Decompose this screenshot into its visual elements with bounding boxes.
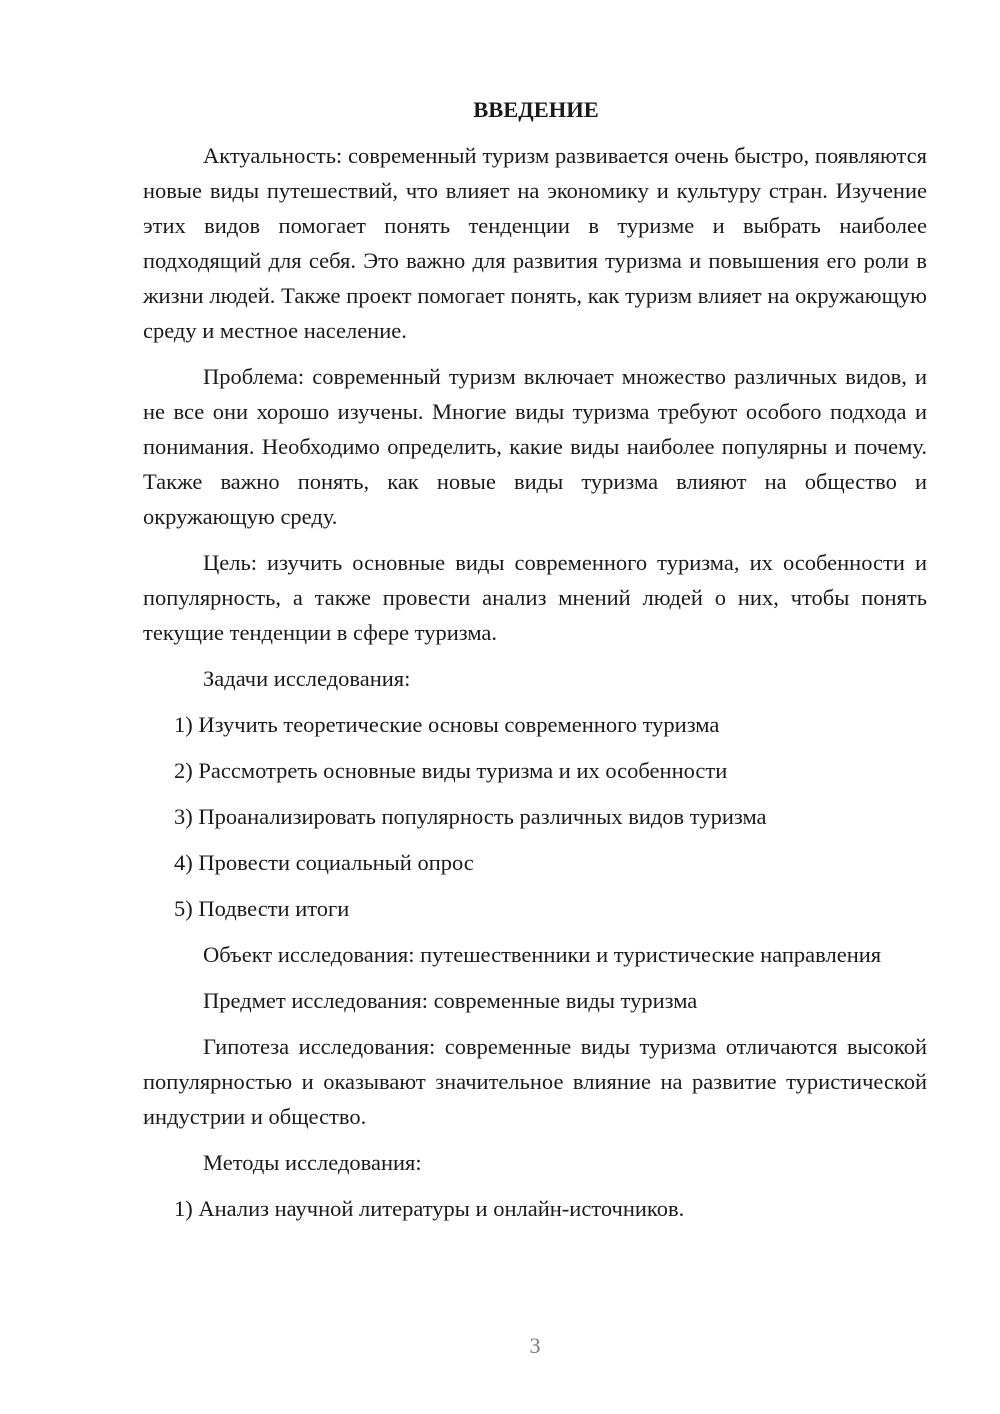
task-item-4: 4) Провести социальный опрос [174,850,474,875]
object-paragraph: Объект исследования: путешественники и туристические направления [203,942,882,967]
task-item-1: 1) Изучить теоретические основы современного туризма [174,712,720,737]
task-item-5: 5) Подвести итоги [174,896,350,921]
methods-label: Методы исследования: [203,1150,422,1175]
task-item-3: 3) Проанализировать популярность различных видов туризма [174,804,767,829]
subject-paragraph: Предмет исследования: современные виды туризма [203,988,698,1013]
tasks-label: Задачи исследования: [203,666,411,691]
relevance-paragraph: Актуальность: современный туризм развивается очень быстро, появляются новые виды путешествий, что влияет на экономику и культуру стран. Изучение этих видов помогает понять тенденции в туризме и выбрать наиболее подходящий для себя. Это важно для развития туризма и повышения его роли в жизни людей. Также проект помогает понять, как туризм влияет на окружающую среду и местное население. [143,143,927,343]
goal-paragraph: Цель: изучить основные виды современного туризма, их особенности и популярность, а также провести анализ мнений людей о них, чтобы понять текущие тенденции в сфере туризма. [143,550,927,645]
page-content [143,92,927,1237]
task-item-2: 2) Рассмотреть основные виды туризма и их особенности [174,758,728,783]
section-heading: ВВЕДЕНИЕ [473,97,599,122]
problem-paragraph: Проблема: современный туризм включает множество различных видов, и не все они хорошо изучены. Многие виды туризма требуют особого подхода и понимания. Необходимо определить, какие виды наиболее популярны и почему. Также важно понять, как новые виды туризма влияют на общество и окружающую среду. [143,364,927,529]
method-item-1: 1) Анализ научной литературы и онлайн-источников. [174,1196,685,1221]
hypothesis-paragraph: Гипотеза исследования: современные виды туризма отличаются высокой популярностью и оказывают значительное влияние на развитие туристической индустрии и общество. [143,1034,927,1129]
page-number: 3 [529,1333,541,1358]
